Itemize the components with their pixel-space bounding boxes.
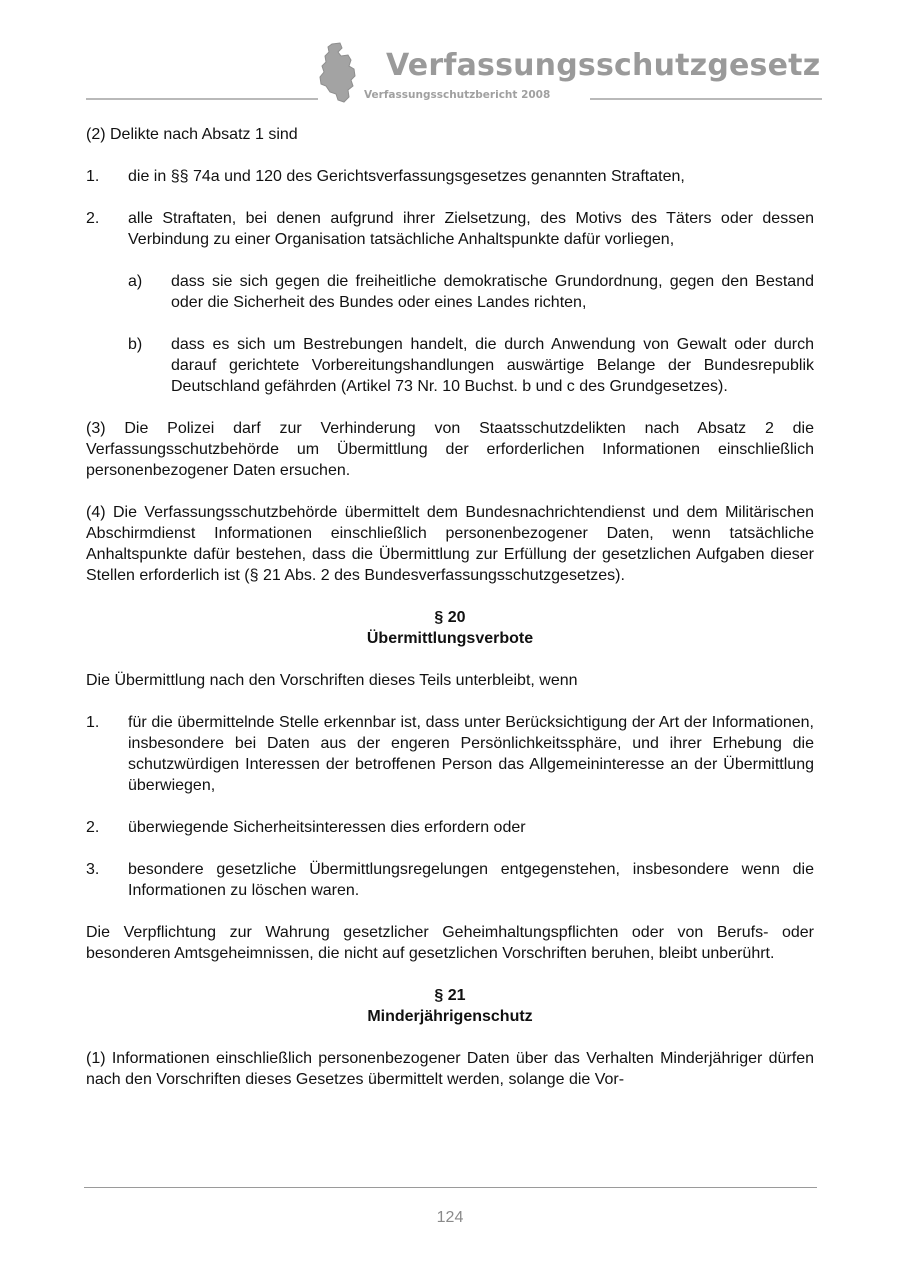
sub-list-item (86, 271, 814, 313)
header-title: Verfassungsschutzgesetz (386, 48, 821, 83)
list-text: für die übermittelnde Stelle erkennbar ist, dass unter Berücksichtigung der Art der Informationen, insbesondere bei Daten aus der engeren Persönlichkeitssphäre, und ihrer Erhebung die schutzwürdigen Interessen der betroffenen Person das Allgemeininteresse an der Übermittlung überwiegen, (128, 714, 814, 794)
section-21-heading (86, 985, 814, 1027)
section-20-intro: Die Übermittlung nach den Vorschriften dieses Teils unterbleibt, wenn (86, 672, 578, 689)
list-number: 3. (86, 861, 100, 878)
section-20-heading (86, 607, 814, 649)
section-20-title: Übermittlungsverbote (366, 630, 534, 647)
sub-list-text: dass sie sich gegen die freiheitliche demokratische Grundordnung, gegen den Bestand oder die Sicherheit des Bundes oder eines Landes richten, (171, 273, 814, 311)
list-text: alle Straftaten, bei denen aufgrund ihrer Zielsetzung, des Motivs des Täters oder dessen Verbindung zu einer Organisation tatsächliche Anhaltspunkte dafür vorliegen, (128, 210, 814, 248)
header-rule-right (590, 98, 822, 100)
section-20-closing: Die Verpflichtung zur Wahrung gesetzlicher Geheimhaltungspflichten oder von Berufs- oder besonderen Amtsgeheimnissen, die nicht auf gesetzlichen Vorschriften beruhen, bleibt unberührt. (86, 924, 814, 962)
document-body (86, 124, 814, 1111)
page-number: 124 (436, 1209, 464, 1226)
para-4: (4) Die Verfassungsschutzbehörde übermittelt dem Bundesnachrichtendienst und dem Militärischen Abschirmdienst Informationen einschließlich personenbezogener Daten, wenn tatsächliche Anhaltspunkte dafür bestehen, dass die Übermittlung zur Erfüllung der gesetzlichen Aufgaben dieser Stellen erforderlich ist (§ 21 Abs. 2 des Bundesverfassungsschutzgesetzes). (86, 504, 814, 584)
header-rule-left (86, 98, 318, 100)
footer-rule (84, 1187, 817, 1188)
list-item (86, 859, 814, 901)
list-number: 1. (86, 714, 100, 731)
sub-list-text: dass es sich um Bestrebungen handelt, die durch Anwendung von Gewalt oder durch darauf gerichtete Vorbereitungshandlungen auswärtige Belange der Bundesrepublik Deutschland gefährden (Artikel 73 Nr. 10 Buchst. b und c des Grundgesetzes). (171, 336, 814, 395)
state-map-icon (318, 42, 358, 104)
list-text: überwiegende Sicherheitsinteressen dies erfordern oder (128, 819, 526, 836)
para-2-intro: (2) Delikte nach Absatz 1 sind (86, 126, 298, 143)
sub-list-letter: b) (128, 336, 143, 353)
list-text: besondere gesetzliche Übermittlungsregelungen entgegenstehen, insbesondere wenn die Informationen zu löschen waren. (128, 861, 814, 899)
list-number: 2. (86, 819, 100, 836)
list-item (86, 166, 814, 187)
header-subtitle: Verfassungsschutzbericht 2008 (364, 89, 551, 101)
section-20-number: § 20 (434, 609, 466, 626)
sub-list-item (86, 334, 814, 397)
list-item (86, 817, 814, 838)
section-21-title: Minderjährigenschutz (367, 1008, 533, 1025)
list-item (86, 712, 814, 796)
section-21-number: § 21 (434, 987, 466, 1004)
list-item (86, 208, 814, 250)
list-number: 2. (86, 210, 100, 227)
para-3: (3) Die Polizei darf zur Verhinderung von Staatsschutzdelikten nach Absatz 2 die Verfassungsschutzbehörde um Übermittlung der erforderlichen Informationen einschließlich personenbezogener Daten ersuchen. (86, 420, 814, 479)
page-header (0, 0, 900, 110)
list-text: die in §§ 74a und 120 des Gerichtsverfassungsgesetzes genannten Straftaten, (128, 168, 685, 185)
section-21-para-1: (1) Informationen einschließlich personenbezogener Daten über das Verhalten Minderjähriger dürfen nach den Vorschriften dieses Gesetzes übermittelt werden, solange die Vor- (86, 1050, 814, 1088)
list-number: 1. (86, 168, 100, 185)
sub-list-letter: a) (128, 273, 143, 290)
